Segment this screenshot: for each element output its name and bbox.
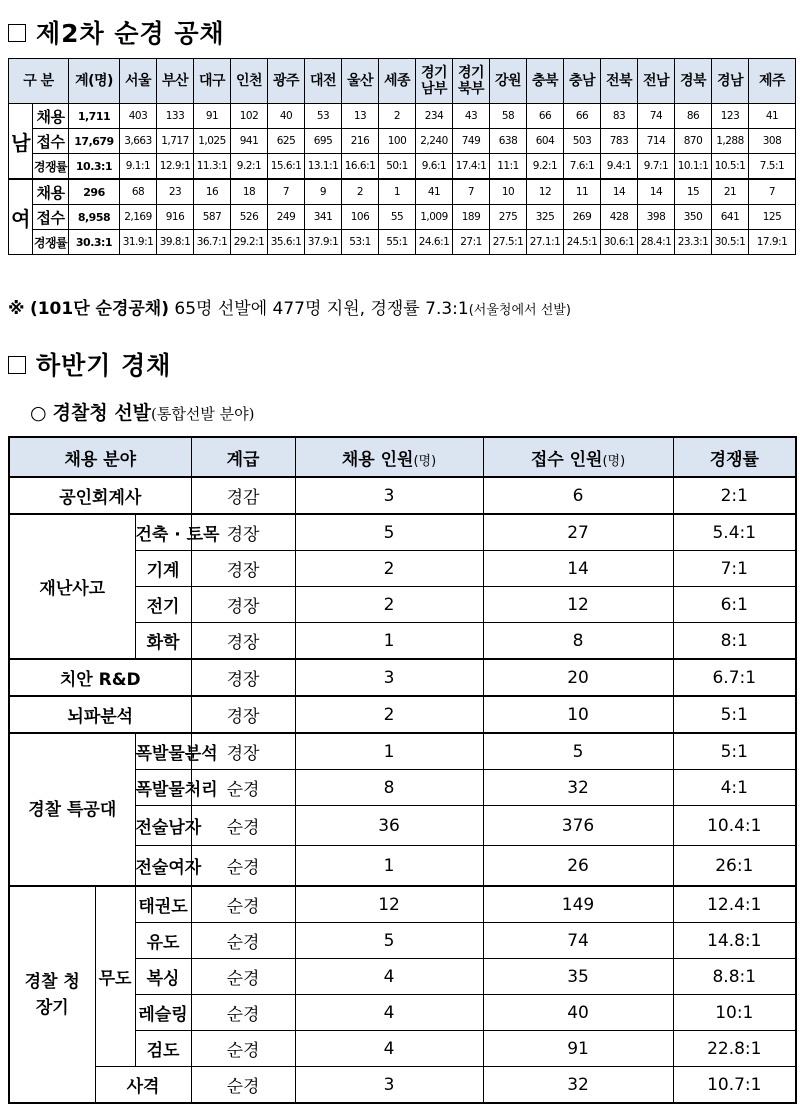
field-cell: 공인회계사	[9, 477, 191, 514]
value-cell: 189	[453, 205, 490, 230]
value-cell: 638	[490, 129, 527, 154]
value-cell: 7	[453, 179, 490, 205]
group-chief: 경찰 청장기	[9, 886, 95, 1103]
header-field: 채용 분야	[9, 437, 191, 477]
header-cell: 계(명)	[69, 59, 120, 104]
value-cell: 36.7:1	[194, 230, 231, 255]
value-cell: 1	[379, 179, 416, 205]
value-cell: 15	[675, 179, 712, 205]
apply-cell: 8	[483, 623, 673, 660]
header-cell: 대구	[194, 59, 231, 104]
table-round2-recruitment	[8, 58, 796, 255]
header-grade: 계급	[191, 437, 295, 477]
value-cell: 12	[527, 179, 564, 205]
table-row	[9, 230, 796, 255]
rate-cell: 6:1	[673, 587, 796, 623]
header-cell: 광주	[268, 59, 305, 104]
grade-cell: 순경	[191, 1031, 295, 1067]
field-cell: 전술남자	[135, 806, 191, 846]
field-cell: 폭발물처리	[135, 770, 191, 806]
value-cell: 55:1	[379, 230, 416, 255]
field-cell: 건축 · 토목	[135, 514, 191, 551]
value-cell: 9	[305, 179, 342, 205]
header-cell: 강원	[490, 59, 527, 104]
value-cell: 83	[601, 104, 638, 129]
rate-cell: 14.8:1	[673, 923, 796, 959]
value-cell: 2	[342, 179, 379, 205]
group-martial: 무도	[95, 886, 135, 1067]
hire-cell: 36	[295, 806, 483, 846]
apply-cell: 35	[483, 959, 673, 995]
table-row	[9, 477, 796, 514]
rate-cell: 5.4:1	[673, 514, 796, 551]
value-cell: 1,009	[416, 205, 453, 230]
grade-cell: 순경	[191, 1067, 295, 1104]
value-cell: 31.9:1	[120, 230, 157, 255]
header-cell: 전남	[638, 59, 675, 104]
value-cell: 91	[194, 104, 231, 129]
value-cell: 17.9:1	[749, 230, 796, 255]
value-cell: 10	[490, 179, 527, 205]
hire-cell: 12	[295, 886, 483, 923]
checkbox-square-icon	[8, 356, 26, 374]
table-row	[9, 733, 796, 770]
value-cell: 234	[416, 104, 453, 129]
table-row	[9, 179, 796, 205]
rate-cell: 8:1	[673, 623, 796, 660]
total-cell: 1,711	[69, 104, 120, 129]
hire-cell: 8	[295, 770, 483, 806]
value-cell: 102	[231, 104, 268, 129]
header-apply: 접수 인원(명)	[483, 437, 673, 477]
value-cell: 14	[638, 179, 675, 205]
value-cell: 133	[157, 104, 194, 129]
table-row	[9, 205, 796, 230]
apply-cell: 376	[483, 806, 673, 846]
value-cell: 27:1	[453, 230, 490, 255]
header-cell: 경북	[675, 59, 712, 104]
value-cell: 24.5:1	[564, 230, 601, 255]
rate-cell: 5:1	[673, 733, 796, 770]
value-cell: 604	[527, 129, 564, 154]
header-cell: 전북	[601, 59, 638, 104]
value-cell: 1,288	[712, 129, 749, 154]
value-cell: 66	[564, 104, 601, 129]
row-label: 채용	[33, 179, 69, 205]
value-cell: 23.3:1	[675, 230, 712, 255]
table-row	[9, 659, 796, 696]
value-cell: 123	[712, 104, 749, 129]
value-cell: 625	[268, 129, 305, 154]
apply-cell: 20	[483, 659, 673, 696]
value-cell: 783	[601, 129, 638, 154]
value-cell: 7.6:1	[564, 154, 601, 180]
apply-cell: 32	[483, 1067, 673, 1104]
hire-cell: 2	[295, 696, 483, 733]
value-cell: 86	[675, 104, 712, 129]
value-cell: 27.5:1	[490, 230, 527, 255]
total-cell: 296	[69, 179, 120, 205]
header-cell: 부산	[157, 59, 194, 104]
value-cell: 10.1:1	[675, 154, 712, 180]
row-label: 접수	[33, 205, 69, 230]
field-cell: 화학	[135, 623, 191, 660]
group-disaster: 재난사고	[9, 514, 135, 659]
hire-cell: 1	[295, 733, 483, 770]
hire-cell: 3	[295, 1067, 483, 1104]
value-cell: 53:1	[342, 230, 379, 255]
apply-cell: 6	[483, 477, 673, 514]
value-cell: 341	[305, 205, 342, 230]
header-cell: 세종	[379, 59, 416, 104]
value-cell: 916	[157, 205, 194, 230]
table-row	[9, 1067, 796, 1104]
value-cell: 12.9:1	[157, 154, 194, 180]
table-row	[9, 514, 796, 551]
header-cell: 울산	[342, 59, 379, 104]
grade-cell: 순경	[191, 770, 295, 806]
value-cell: 58	[490, 104, 527, 129]
field-cell: 유도	[135, 923, 191, 959]
value-cell: 587	[194, 205, 231, 230]
apply-cell: 32	[483, 770, 673, 806]
value-cell: 11	[564, 179, 601, 205]
header-cell: 충북	[527, 59, 564, 104]
value-cell: 216	[342, 129, 379, 154]
value-cell: 1,717	[157, 129, 194, 154]
value-cell: 28.4:1	[638, 230, 675, 255]
apply-cell: 27	[483, 514, 673, 551]
value-cell: 275	[490, 205, 527, 230]
value-cell: 249	[268, 205, 305, 230]
apply-cell: 91	[483, 1031, 673, 1067]
field-cell: 뇌파분석	[9, 696, 191, 733]
value-cell: 66	[527, 104, 564, 129]
subsection-heading: ○ 경찰청 선발(통합선발 분야)	[30, 402, 255, 424]
field-cell: 사격	[95, 1067, 191, 1104]
rate-cell: 10.4:1	[673, 806, 796, 846]
row-label: 채용	[33, 104, 69, 129]
header-cell: 구 분	[9, 59, 69, 104]
value-cell: 526	[231, 205, 268, 230]
field-cell: 검도	[135, 1031, 191, 1067]
value-cell: 13.1:1	[305, 154, 342, 180]
value-cell: 428	[601, 205, 638, 230]
checkbox-square-icon	[8, 24, 26, 42]
value-cell: 11:1	[490, 154, 527, 180]
rate-cell: 4:1	[673, 770, 796, 806]
value-cell: 870	[675, 129, 712, 154]
value-cell: 695	[305, 129, 342, 154]
header-cell: 경기북부	[453, 59, 490, 104]
table-row	[9, 129, 796, 154]
hire-cell: 4	[295, 995, 483, 1031]
value-cell: 9.4:1	[601, 154, 638, 180]
rate-cell: 5:1	[673, 696, 796, 733]
hire-cell: 1	[295, 846, 483, 887]
value-cell: 308	[749, 129, 796, 154]
header-rate: 경쟁률	[673, 437, 796, 477]
value-cell: 27.1:1	[527, 230, 564, 255]
rate-cell: 8.8:1	[673, 959, 796, 995]
total-cell: 30.3:1	[69, 230, 120, 255]
value-cell: 325	[527, 205, 564, 230]
grade-cell: 순경	[191, 886, 295, 923]
rate-cell: 6.7:1	[673, 659, 796, 696]
total-cell: 17,679	[69, 129, 120, 154]
value-cell: 9.6:1	[416, 154, 453, 180]
value-cell: 7	[749, 179, 796, 205]
value-cell: 749	[453, 129, 490, 154]
grade-cell: 경장	[191, 587, 295, 623]
value-cell: 503	[564, 129, 601, 154]
value-cell: 39.8:1	[157, 230, 194, 255]
value-cell: 9.7:1	[638, 154, 675, 180]
value-cell: 641	[712, 205, 749, 230]
value-cell: 7.5:1	[749, 154, 796, 180]
value-cell: 41	[416, 179, 453, 205]
value-cell: 714	[638, 129, 675, 154]
grade-cell: 경감	[191, 477, 295, 514]
hire-cell: 3	[295, 659, 483, 696]
header-cell: 경기남부	[416, 59, 453, 104]
hire-cell: 5	[295, 923, 483, 959]
value-cell: 2,240	[416, 129, 453, 154]
value-cell: 18	[231, 179, 268, 205]
hire-cell: 2	[295, 551, 483, 587]
value-cell: 398	[638, 205, 675, 230]
hire-cell: 3	[295, 477, 483, 514]
value-cell: 29.2:1	[231, 230, 268, 255]
rate-cell: 26:1	[673, 846, 796, 887]
apply-cell: 10	[483, 696, 673, 733]
field-cell: 태권도	[135, 886, 191, 923]
value-cell: 11.3:1	[194, 154, 231, 180]
value-cell: 9.1:1	[120, 154, 157, 180]
rate-cell: 7:1	[673, 551, 796, 587]
apply-cell: 14	[483, 551, 673, 587]
rate-cell: 10:1	[673, 995, 796, 1031]
hire-cell: 1	[295, 623, 483, 660]
value-cell: 941	[231, 129, 268, 154]
field-cell: 전기	[135, 587, 191, 623]
value-cell: 55	[379, 205, 416, 230]
value-cell: 2,169	[120, 205, 157, 230]
field-cell: 치안 R&D	[9, 659, 191, 696]
field-cell: 폭발물분석	[135, 733, 191, 770]
value-cell: 21	[712, 179, 749, 205]
table-header-row	[9, 437, 796, 477]
grade-cell: 경장	[191, 696, 295, 733]
grade-cell: 경장	[191, 514, 295, 551]
value-cell: 68	[120, 179, 157, 205]
table-second-half-recruitment	[8, 436, 797, 1104]
value-cell: 13	[342, 104, 379, 129]
apply-cell: 40	[483, 995, 673, 1031]
total-cell: 8,958	[69, 205, 120, 230]
grade-cell: 순경	[191, 995, 295, 1031]
value-cell: 350	[675, 205, 712, 230]
grade-cell: 경장	[191, 733, 295, 770]
table-row	[9, 154, 796, 180]
header-cell: 제주	[749, 59, 796, 104]
section1-heading: 제2차 순경 공채	[8, 14, 225, 50]
gender-label: 남	[9, 104, 33, 180]
hire-cell: 2	[295, 587, 483, 623]
rate-cell: 2:1	[673, 477, 796, 514]
apply-cell: 12	[483, 587, 673, 623]
grade-cell: 순경	[191, 959, 295, 995]
field-cell: 전술여자	[135, 846, 191, 887]
value-cell: 403	[120, 104, 157, 129]
field-cell: 복싱	[135, 959, 191, 995]
value-cell: 40	[268, 104, 305, 129]
table-row	[9, 104, 796, 129]
value-cell: 37.9:1	[305, 230, 342, 255]
value-cell: 100	[379, 129, 416, 154]
value-cell: 50:1	[379, 154, 416, 180]
row-label: 경쟁률	[33, 230, 69, 255]
note-101-class: ※ (101단 순경공채) 65명 선발에 477명 지원, 경쟁률 7.3:1(서울청에서 선발)	[8, 299, 571, 319]
value-cell: 17.4:1	[453, 154, 490, 180]
header-cell: 서울	[120, 59, 157, 104]
header-cell: 충남	[564, 59, 601, 104]
hire-cell: 4	[295, 959, 483, 995]
header-cell: 대전	[305, 59, 342, 104]
value-cell: 53	[305, 104, 342, 129]
value-cell: 30.5:1	[712, 230, 749, 255]
table-row	[9, 696, 796, 733]
value-cell: 2	[379, 104, 416, 129]
grade-cell: 경장	[191, 551, 295, 587]
value-cell: 41	[749, 104, 796, 129]
table-header-row	[9, 59, 796, 104]
apply-cell: 26	[483, 846, 673, 887]
value-cell: 10.5:1	[712, 154, 749, 180]
group-special: 경찰 특공대	[9, 733, 135, 886]
field-cell: 기계	[135, 551, 191, 587]
value-cell: 35.6:1	[268, 230, 305, 255]
value-cell: 30.6:1	[601, 230, 638, 255]
grade-cell: 경장	[191, 623, 295, 660]
value-cell: 3,663	[120, 129, 157, 154]
value-cell: 74	[638, 104, 675, 129]
value-cell: 269	[564, 205, 601, 230]
row-label: 경쟁률	[33, 154, 69, 180]
hire-cell: 4	[295, 1031, 483, 1067]
value-cell: 23	[157, 179, 194, 205]
value-cell: 16	[194, 179, 231, 205]
value-cell: 16.6:1	[342, 154, 379, 180]
hire-cell: 5	[295, 514, 483, 551]
value-cell: 15.6:1	[268, 154, 305, 180]
section2-heading: 하반기 경채	[8, 346, 171, 382]
table-row	[9, 886, 796, 923]
row-label: 접수	[33, 129, 69, 154]
value-cell: 7	[268, 179, 305, 205]
value-cell: 9.2:1	[527, 154, 564, 180]
rate-cell: 12.4:1	[673, 886, 796, 923]
value-cell: 24.6:1	[416, 230, 453, 255]
value-cell: 9.2:1	[231, 154, 268, 180]
grade-cell: 경장	[191, 659, 295, 696]
grade-cell: 순경	[191, 806, 295, 846]
rate-cell: 22.8:1	[673, 1031, 796, 1067]
rate-cell: 10.7:1	[673, 1067, 796, 1104]
value-cell: 43	[453, 104, 490, 129]
gender-label: 여	[9, 179, 33, 255]
header-hire: 채용 인원(명)	[295, 437, 483, 477]
apply-cell: 5	[483, 733, 673, 770]
grade-cell: 순경	[191, 923, 295, 959]
field-cell: 레슬링	[135, 995, 191, 1031]
value-cell: 106	[342, 205, 379, 230]
value-cell: 14	[601, 179, 638, 205]
apply-cell: 149	[483, 886, 673, 923]
value-cell: 1,025	[194, 129, 231, 154]
value-cell: 125	[749, 205, 796, 230]
grade-cell: 순경	[191, 846, 295, 887]
header-cell: 인천	[231, 59, 268, 104]
header-cell: 경남	[712, 59, 749, 104]
total-cell: 10.3:1	[69, 154, 120, 180]
table-body	[9, 104, 796, 255]
apply-cell: 74	[483, 923, 673, 959]
